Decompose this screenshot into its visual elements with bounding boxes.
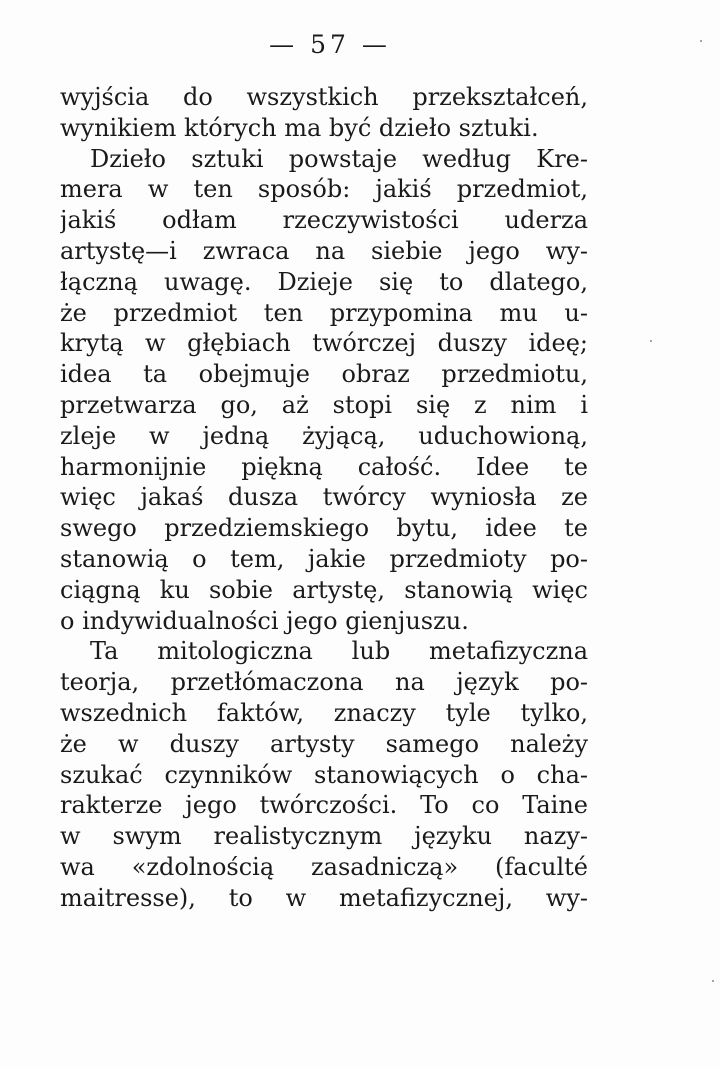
text-line: rakterze jego twórczości. To co Taine (60, 791, 588, 820)
text-line: wyjścia do wszystkich przekształceń, (60, 83, 588, 111)
text-line: przetwarza go, aż stopi się z nim i (60, 390, 588, 419)
text-line: że w duszy artysty samego należy (60, 729, 588, 758)
text-line: łączną uwagę. Dzieje się to dlatego, (60, 267, 588, 296)
paper-speck (712, 980, 714, 982)
text-line: teorja, przetłómaczona na język po- (60, 668, 588, 697)
text-line: szukać czynników stanowiących o cha- (60, 760, 588, 789)
page-number: — 57 — (269, 30, 391, 59)
text-line: Ta mitologiczna lub metafizyczna (90, 637, 588, 666)
paper-speck (650, 340, 652, 342)
text-line: w swym realistycznym języku nazy- (60, 822, 588, 851)
text-line: wa «zdolnością zasadniczą» (faculté (60, 852, 588, 881)
body-text (60, 82, 588, 914)
text-line: że przedmiot ten przypomina mu u- (60, 298, 588, 327)
text-line: Dzieło sztuki powstaje według Kre- (90, 144, 588, 173)
text-line: jakiś odłam rzeczywistości uderza (60, 206, 588, 235)
text-line: wynikiem których ma być dzieło sztuki. (60, 113, 539, 142)
text-line: ciągną ku sobie artystę, stanowią więc (60, 575, 588, 604)
text-line: zleje w jedną żyjącą, uduchowioną, (60, 421, 588, 450)
text-line: artystę—i zwraca na siebie jego wy- (60, 236, 588, 265)
text-line: maitresse), to w metafizycznej, wy- (60, 883, 588, 912)
text-line: wszednich faktów, znaczy tyle tylko, (60, 698, 588, 727)
paper-speck (700, 40, 702, 42)
text-line: swego przedziemskiego bytu, idee te (60, 514, 588, 543)
text-line: harmonijnie piękną całość. Idee te (60, 452, 588, 481)
text-line: o indywidualności jego gienjuszu. (60, 606, 469, 635)
text-line: krytą w głębiach twórczej duszy ideę; (60, 329, 588, 358)
text-line: stanowią o tem, jakie przedmioty po- (60, 544, 588, 573)
text-line: mera w ten sposób: jakiś przedmiot, (60, 175, 588, 204)
text-line: idea ta obejmuje obraz przedmiotu, (60, 360, 588, 389)
text-line: więc jakaś dusza twórcy wyniosła ze (60, 483, 588, 512)
